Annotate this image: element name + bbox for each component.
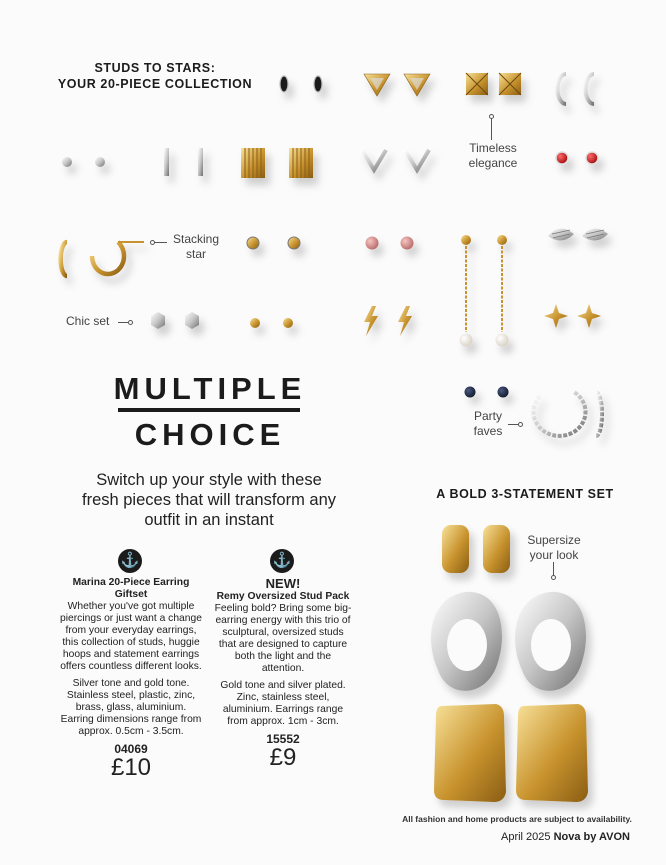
callout-timeless: Timeless elegance bbox=[468, 141, 518, 170]
callout-party-dot bbox=[518, 422, 523, 427]
callout-timeless-dot bbox=[489, 114, 494, 119]
callout-stacking-dot bbox=[150, 240, 155, 245]
footer-issue: April 2025 bbox=[500, 831, 551, 843]
callout-timeless-leader bbox=[491, 118, 492, 140]
silver-huggie-hoops-small bbox=[557, 74, 594, 104]
product-details: Gold tone and silver plated. Zinc, stainless steel, aluminium. Earrings range from approx. 1cm - 3cm. bbox=[220, 680, 346, 727]
callout-chic-leader bbox=[118, 322, 128, 323]
anchor-icon: ⚓ bbox=[118, 549, 142, 573]
gold-ball-studs bbox=[250, 318, 293, 328]
lightning-bolt-studs bbox=[364, 306, 412, 336]
hexagon-studs bbox=[151, 312, 199, 329]
triangle-studs bbox=[364, 74, 430, 96]
callout-chic-dot bbox=[128, 320, 133, 325]
product-marina bbox=[60, 577, 202, 781]
bar-studs bbox=[164, 148, 203, 176]
product-details: Silver tone and gold tone. Stainless steel, plastic, zinc, brass, glass, aluminium. Earring dimensions range from approx. 0.5cm - 3.5cm. bbox=[60, 678, 202, 737]
star-studs bbox=[544, 304, 601, 328]
callout-supersize-dot bbox=[551, 575, 556, 580]
product-name: Remy Oversized Stud Pack bbox=[216, 591, 350, 602]
gold-open-hoops bbox=[61, 242, 124, 276]
pyramid-studs bbox=[466, 73, 521, 95]
collection-title-line1: STUDS TO STARS: bbox=[94, 61, 216, 75]
red-crystal-studs bbox=[556, 152, 598, 164]
headline-line1: MULTIPLE bbox=[113, 371, 307, 406]
callout-supersize-leader bbox=[553, 562, 554, 576]
callout-party-leader bbox=[508, 424, 518, 425]
set-title: A BOLD 3-STATEMENT SET bbox=[436, 487, 614, 501]
crystal-halo-studs bbox=[247, 237, 300, 249]
ribbed-gold-studs bbox=[241, 148, 313, 178]
product-code: 15552 bbox=[266, 732, 300, 746]
silver-molten-hoops bbox=[431, 592, 586, 691]
headline-line2: CHOICE bbox=[134, 417, 286, 452]
black-marquise-studs bbox=[280, 76, 322, 92]
page-footer bbox=[440, 831, 630, 843]
intro-text: Switch up your style with these fresh pieces that will transform any outfit in an instant bbox=[81, 471, 337, 529]
callout-chic: Chic set bbox=[66, 314, 110, 328]
gold-chunky-huggies bbox=[442, 525, 510, 573]
product-description: Feeling bold? Bring some big-earring energy with this trio of sculptural, oversized studs that are designed to capture both the light and the attention. bbox=[214, 603, 352, 674]
footer-brand: Nova by AVON bbox=[553, 831, 630, 843]
shell-studs bbox=[548, 228, 608, 240]
product-price: £9 bbox=[269, 744, 297, 771]
v-chevron-studs bbox=[362, 150, 429, 170]
callout-supersize: Supersize your look bbox=[527, 533, 581, 562]
new-badge: NEW! bbox=[265, 576, 301, 591]
product-description: Whether you've got multiple piercings or just want a change from your everyday earrings, this collection of studs, huggie hoops and statement earrings offers countless different looks. bbox=[60, 601, 202, 672]
gold-chain-pearl-drops bbox=[460, 235, 509, 347]
headline-rule bbox=[118, 408, 300, 412]
silver-ball-studs bbox=[62, 157, 105, 167]
product-name: Marina 20-Piece Earring Giftset bbox=[72, 577, 190, 600]
callout-stacking: Stacking star bbox=[172, 232, 220, 261]
product-code: 04069 bbox=[114, 742, 148, 756]
twisted-silver-hoops bbox=[533, 392, 602, 436]
anchor-icon: ⚓ bbox=[270, 549, 294, 573]
pink-pearl-studs bbox=[366, 237, 414, 250]
gold-rectangle-studs bbox=[434, 704, 588, 802]
availability-note: All fashion and home products are subject to availability. bbox=[402, 814, 632, 824]
collection-title-line2: YOUR 20-PIECE COLLECTION bbox=[57, 77, 253, 91]
callout-stacking-leader bbox=[153, 242, 167, 243]
product-remy bbox=[214, 576, 352, 771]
product-price: £10 bbox=[110, 754, 152, 781]
callout-party: Party faves bbox=[473, 409, 503, 438]
navy-bead-studs bbox=[465, 387, 509, 398]
